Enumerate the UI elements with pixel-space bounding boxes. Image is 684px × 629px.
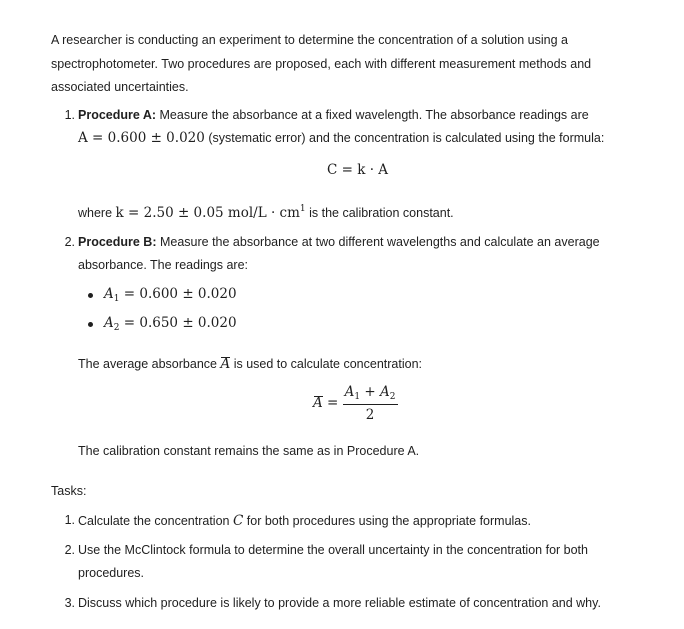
reading-a2 [104, 315, 237, 333]
calibration-constant-text: is the calibration constant. [305, 206, 454, 220]
procedure-b-line-1 [78, 235, 600, 249]
numerator-a1-symbol: A [344, 384, 355, 400]
procedure-a-text-2: (systematic error) and the concentration is calculated using the formula: [204, 131, 605, 145]
a2-value: = 0.650 ± 0.020 [119, 315, 237, 331]
procedure-b-number: 2. [64, 235, 75, 249]
procedure-b-text-1: Measure the absorbance at two different wavelengths and calculate an average [156, 235, 600, 249]
average-formula-lhs: A [313, 395, 323, 411]
task-1-symbol: C [232, 513, 244, 529]
procedure-a-number: 1. [64, 108, 75, 122]
average-text-2: is used to calculate concentration: [230, 357, 422, 371]
a1-value: = 0.600 ± 0.020 [119, 286, 237, 302]
average-formula [313, 384, 398, 423]
a2-symbol: A [104, 315, 114, 331]
task-2-number: 2. [64, 543, 75, 557]
procedure-a-line-2 [78, 130, 604, 146]
task-2-line-1: Use the McClintock formula to determine the overall uncertainty in the concentration for both [78, 543, 588, 557]
numerator-a2-subscript: 2 [389, 392, 396, 402]
numerator-a2-symbol: A [380, 384, 390, 400]
procedure-a-readings-equation: A = 0.600 ± 0.020 [78, 130, 205, 146]
fraction-denominator: 2 [365, 407, 375, 423]
procedure-b-line-2: absorbance. The readings are: [78, 258, 249, 272]
calibration-note: The calibration constant remains the same as in Procedure A. [78, 444, 420, 458]
a1-symbol: A [104, 286, 114, 302]
a1-subscript: 1 [113, 294, 120, 304]
average-formula-equals: = [322, 395, 339, 411]
calibration-constant-equation: k = 2.50 ± 0.05 mol/L · cm [115, 205, 300, 221]
task-1-text [78, 513, 531, 529]
task-1-post: for both procedures using the appropriate formulas. [243, 514, 531, 528]
average-absorbance-line [78, 356, 422, 372]
a2-subscript: 2 [113, 323, 120, 333]
task-1-number: 1. [64, 513, 75, 527]
average-formula-fraction [343, 384, 398, 423]
bullet-dot [88, 322, 93, 327]
numerator-plus: + [360, 384, 381, 400]
procedure-a-where-text: where [78, 206, 116, 220]
procedure-a-where-line [78, 204, 454, 221]
task-3-number: 3. [64, 596, 75, 610]
task-3-text: Discuss which procedure is likely to provide a more reliable estimate of concentration and why. [78, 596, 601, 610]
procedure-a-line-1 [78, 108, 589, 122]
task-2-line-2: procedures. [78, 566, 145, 580]
task-1-pre: Calculate the concentration [78, 514, 233, 528]
reading-a1 [104, 286, 237, 304]
procedure-b-title: Procedure B: [78, 235, 157, 249]
calibration-constant-superscript: 1 [299, 204, 306, 214]
procedure-a-text-1: Measure the absorbance at a fixed wavelength. The absorbance readings are [156, 108, 589, 122]
procedure-a-formula: C = k · A [327, 162, 389, 178]
tasks-heading: Tasks: [51, 484, 87, 498]
average-symbol: A [220, 356, 231, 372]
average-text-1: The average absorbance [78, 357, 221, 371]
procedure-a-title: Procedure A: [78, 108, 157, 122]
numerator-a1-subscript: 1 [354, 392, 361, 402]
intro-paragraph: A researcher is conducting an experiment to determine the concentration of a solution using a spectrophotometer. Two procedures are proposed, each with different measurement methods and associated uncertainties. [51, 33, 592, 94]
bullet-dot [88, 293, 93, 298]
fraction-numerator [343, 384, 398, 405]
